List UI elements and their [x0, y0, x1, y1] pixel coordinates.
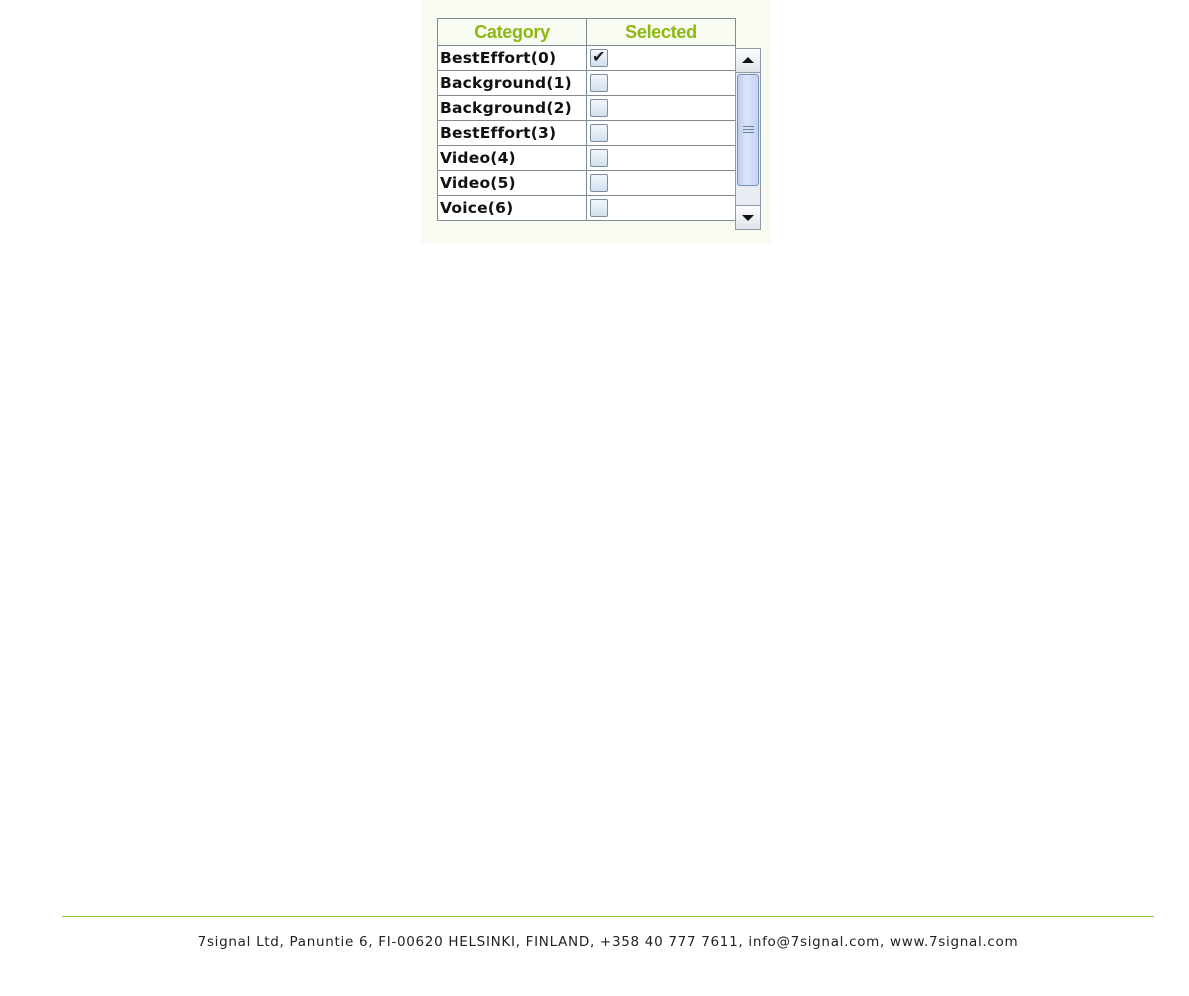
- selected-checkbox[interactable]: [590, 124, 608, 142]
- table-row[interactable]: [438, 196, 736, 221]
- category-cell: BestEffort(3): [438, 121, 587, 146]
- selected-cell: [587, 71, 736, 96]
- arrow-down-icon: [742, 215, 754, 221]
- column-header-category[interactable]: Category: [438, 19, 587, 46]
- selected-checkbox[interactable]: [590, 74, 608, 92]
- table-row[interactable]: [438, 146, 736, 171]
- selected-cell: [587, 96, 736, 121]
- table-row[interactable]: [438, 121, 736, 146]
- footer-divider: [62, 916, 1154, 917]
- selected-cell: [587, 196, 736, 221]
- category-cell: Voice(6): [438, 196, 587, 221]
- selected-cell: [587, 146, 736, 171]
- checkmark-icon: ✔: [592, 47, 606, 66]
- table-row[interactable]: [438, 171, 736, 196]
- grip-icon: [743, 126, 754, 134]
- selected-checkbox[interactable]: [590, 199, 608, 217]
- selected-checkbox[interactable]: [590, 174, 608, 192]
- scroll-up-button[interactable]: [736, 49, 760, 73]
- category-cell: BestEffort(0): [438, 46, 587, 71]
- scrollbar-thumb[interactable]: [737, 74, 759, 186]
- category-cell: Background(2): [438, 96, 587, 121]
- selected-cell: [587, 121, 736, 146]
- footer-contact-text: 7signal Ltd, Panuntie 6, FI-00620 HELSINKI, FINLAND, +358 40 777 7611, info@7signal.com, www.7signal.com: [197, 934, 1019, 950]
- selected-checkbox[interactable]: [590, 149, 608, 167]
- column-header-selected[interactable]: Selected: [587, 19, 736, 46]
- selected-cell: [587, 171, 736, 196]
- category-table: [437, 18, 736, 221]
- selected-checkbox[interactable]: [590, 49, 608, 67]
- scroll-down-button[interactable]: [736, 205, 760, 229]
- table-row[interactable]: [438, 96, 736, 121]
- category-cell: Background(1): [438, 71, 587, 96]
- selected-checkbox[interactable]: [590, 99, 608, 117]
- table-row[interactable]: [438, 46, 736, 71]
- category-cell: Video(4): [438, 146, 587, 171]
- arrow-up-icon: [742, 57, 754, 63]
- table-row[interactable]: [438, 71, 736, 96]
- category-cell: Video(5): [438, 171, 587, 196]
- selected-cell: [587, 46, 736, 71]
- category-selection-panel: [421, 0, 771, 243]
- table-header-row: [438, 19, 736, 46]
- vertical-scrollbar[interactable]: [735, 48, 761, 230]
